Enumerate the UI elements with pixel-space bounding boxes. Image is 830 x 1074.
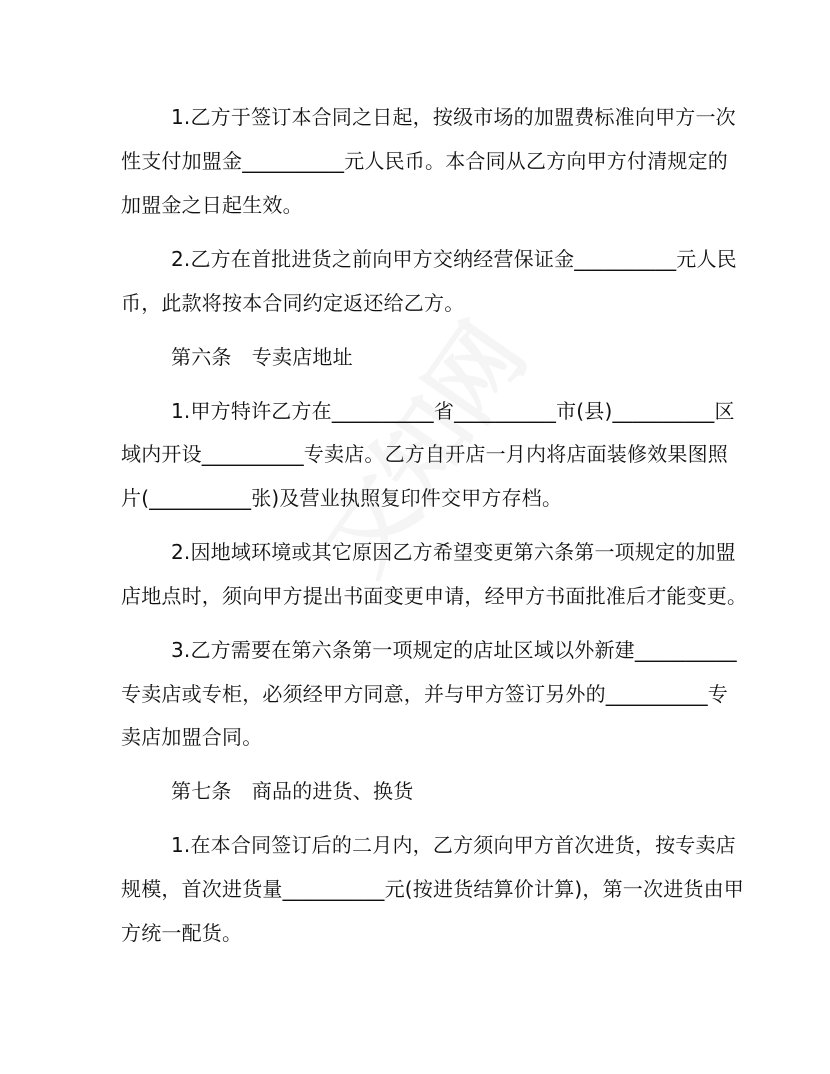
paragraph-line: 店地点时，须向甲方提出书面变更申请，经甲方书面批准后才能变更。: [121, 584, 748, 608]
section-heading: 第七条 商品的进货、换货: [171, 779, 414, 803]
paragraph-line: 片(__________张)及营业执照复印件交甲方存档。: [121, 486, 563, 510]
paragraph-line: 方统一配货。: [121, 921, 243, 945]
paragraph-line: 专卖店或专柜，必须经甲方同意，并与甲方签订另外的__________专: [121, 682, 728, 706]
paragraph-line: 1.在本合同签订后的二月内，乙方须向甲方首次进货，按专卖店: [171, 833, 736, 857]
section-heading: 第六条 专卖店地址: [171, 345, 353, 369]
paragraph-line: 2.乙方在首批进货之前向甲方交纳经营保证金__________元人民: [171, 247, 737, 271]
paragraph-line: 3.乙方需要在第六条第一项规定的店址区域以外新建__________: [171, 638, 737, 662]
paragraph-line: 性支付加盟金__________元人民币。本合同从乙方向甲方付清规定的: [121, 149, 728, 173]
paragraph-line: 卖店加盟合同。: [121, 725, 263, 749]
paragraph-line: 币，此款将按本合同约定返还给乙方。: [121, 291, 465, 315]
paragraph-line: 1.乙方于签订本合同之日起，按级市场的加盟费标准向甲方一次: [171, 105, 736, 129]
paragraph-line: 域内开设__________专卖店。乙方自开店一月内将店面装修效果图照: [121, 442, 728, 466]
paragraph-line: 2.因地域环境或其它原因乙方希望变更第六条第一项规定的加盟: [171, 540, 736, 564]
paragraph-line: 加盟金之日起生效。: [121, 193, 303, 217]
paragraph-line: 1.甲方特许乙方在__________省__________市(县)__________区: [171, 399, 735, 423]
paragraph-line: 规模，首次进货量__________元(按进货结算价计算)，第一次进货由甲: [121, 877, 745, 901]
